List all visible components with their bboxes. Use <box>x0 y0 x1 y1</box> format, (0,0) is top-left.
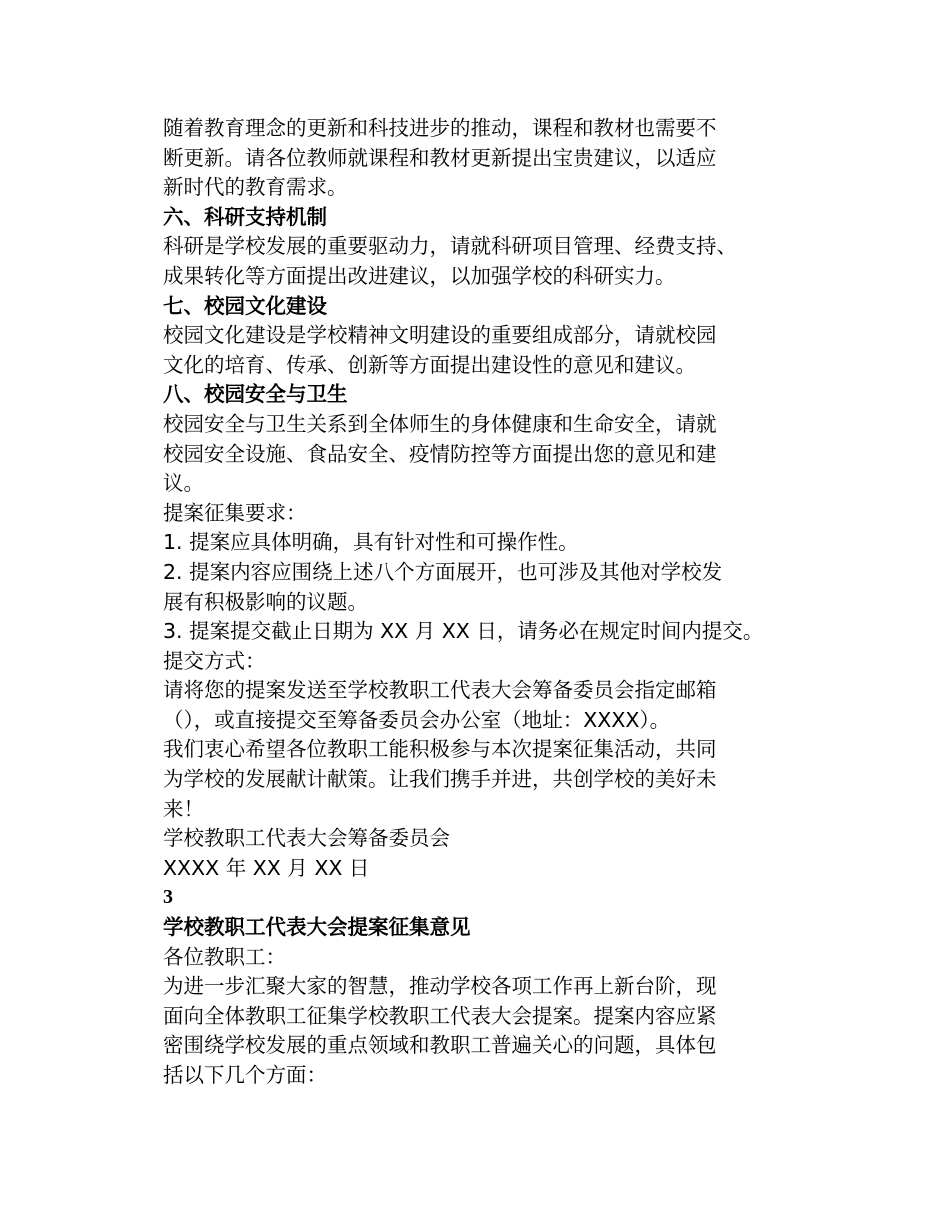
body-text: 新时代的教育需求。 <box>163 175 348 200</box>
body-text: 科研是学校发展的重要驱动力，请就科研项目管理、经费支持、 <box>163 234 737 259</box>
submission-heading: 提交方式： <box>163 648 266 673</box>
document-title: 学校教职工代表大会提案征集意见 <box>163 915 471 940</box>
list-item-continued: 展有积极影响的议题。 <box>163 589 368 614</box>
section-heading: 八、校园安全与卫生 <box>163 382 348 407</box>
list-item: 2. 提案内容应围绕上述八个方面展开，也可涉及其他对学校发 <box>163 559 723 584</box>
body-text: 随着教育理念的更新和科技进步的推动，课程和教材也需要不 <box>163 116 717 140</box>
body-text: 请将您的提案发送至学校教职工代表大会筹备委员会指定邮箱 <box>163 678 717 703</box>
body-text: 成果转化等方面提出改进建议，以加强学校的科研实力。 <box>163 263 676 288</box>
body-text: 面向全体教职工征集学校教职工代表大会提案。提案内容应紧 <box>163 1003 717 1028</box>
body-text: 校园文化建设是学校精神文明建设的重要组成部分，请就校园 <box>163 323 717 348</box>
body-text: 密围绕学校发展的重点领域和教职工普遍关心的问题，具体包 <box>163 1033 717 1058</box>
body-text: 文化的培育、传承、创新等方面提出建设性的意见和建议。 <box>163 352 696 377</box>
body-text: 校园安全与卫生关系到全体师生的身体健康和生命安全，请就 <box>163 411 717 436</box>
body-text: 为进一步汇聚大家的智慧，推动学校各项工作再上新台阶，现 <box>163 974 717 999</box>
body-text: 为学校的发展献计献策。让我们携手并进，共创学校的美好未 <box>163 767 717 792</box>
body-text: 括以下几个方面： <box>163 1063 327 1087</box>
body-text: 断更新。请各位教师就课程和教材更新提出宝贵建议，以适应 <box>163 145 717 170</box>
body-text: 校园安全设施、食品安全、疫情防控等方面提出您的意见和建 <box>163 441 717 466</box>
body-text: 议。 <box>163 471 204 496</box>
salutation: 各位教职工： <box>163 944 286 969</box>
list-item: 1. 提案应具体明确，具有针对性和可操作性。 <box>163 530 579 555</box>
body-text: 来！ <box>163 796 204 821</box>
body-text: （），或直接提交至筹备委员会办公室（地址：XXXX）。 <box>163 707 671 732</box>
requirements-heading: 提案征集要求： <box>163 500 307 525</box>
list-item: 3. 提案提交截止日期为 XX 月 XX 日，请务必在规定时间内提交。 <box>163 619 764 644</box>
section-heading: 六、科研支持机制 <box>163 204 327 229</box>
section-heading: 七、校园文化建设 <box>163 293 327 318</box>
section-number: 3 <box>163 886 173 909</box>
signature-organization: 学校教职工代表大会筹备委员会 <box>163 826 450 851</box>
document-page <box>163 114 803 1091</box>
body-text: 我们衷心希望各位教职工能积极参与本次提案征集活动，共同 <box>163 737 717 762</box>
signature-date: XXXX 年 XX 月 XX 日 <box>163 855 370 880</box>
